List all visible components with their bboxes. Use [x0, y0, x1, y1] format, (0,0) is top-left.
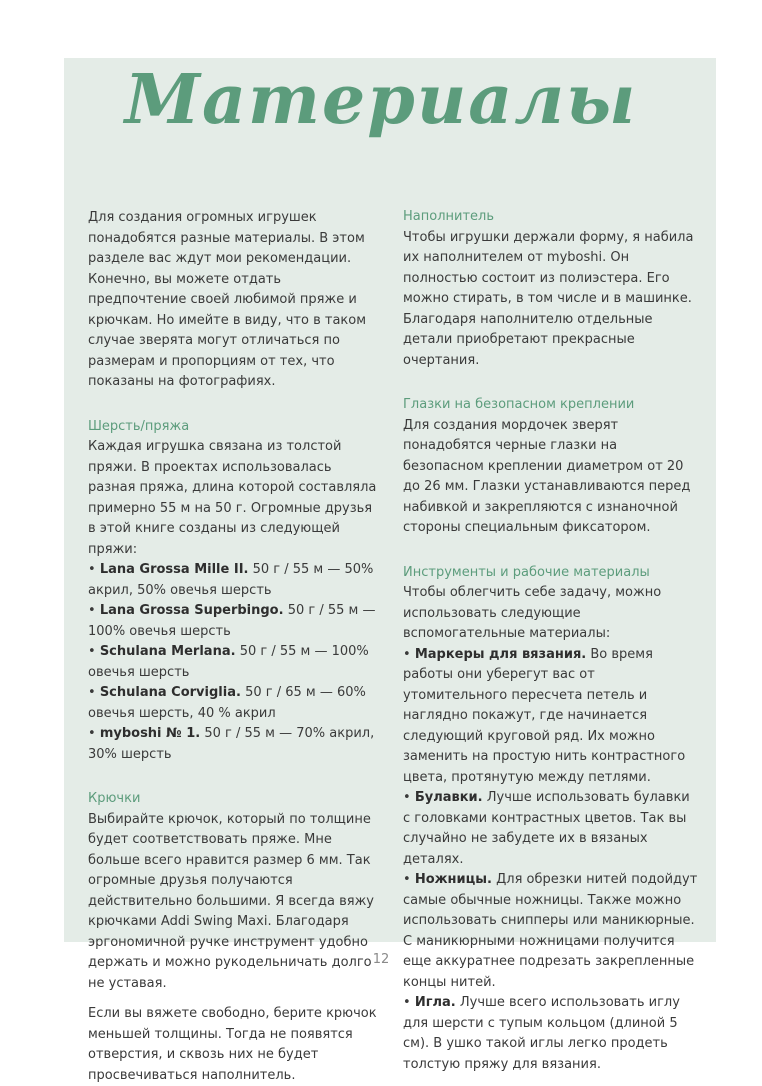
list-item: • Маркеры для вязания. Во время работы они уберегут вас от утомительного пересчета петель и наглядно покажут, где начинается следующий круговой ряд. Их можно заменить на простую нить контрастного цвета, протянутую между петлями. — [403, 646, 686, 785]
tools-text: Чтобы облегчить себе задачу, можно использовать следующие вспомогательные материалы: — [403, 585, 662, 641]
filler-heading: Наполнитель — [403, 209, 494, 224]
list-item: • Булавки. Лучше использовать булавки с головками контрастных цветов. Так вы случайно не забудете их в вязаных деталях. — [403, 790, 690, 867]
eyes-text: Для создания мордочек зверят понадобятся черные глазки на безопасном креплении диаметром от 20 до 26 мм. Глазки устанавливаются перед набивкой и закрепляются с изнаночной стороны специальным фиксатором. — [403, 417, 691, 535]
yarn-text: Каждая игрушка связана из толстой пряжи. В проектах использовалась разная пряжа, длина которой составляла примерно 55 м на 50 г. Огромные друзья в этой книге созданы из следующей пряжи: — [88, 439, 377, 557]
eyes-section — [403, 395, 699, 539]
item-name: Schulana Corviglia. — [99, 685, 241, 700]
item-name: Игла. — [414, 995, 456, 1010]
item-name: Маркеры для вязания. — [414, 646, 587, 662]
item-name: Ножницы. — [414, 872, 492, 887]
list-item: • Lana Grossa Mille II. 50 г / 55 м — 50% акрил, 50% овечья шерсть — [88, 562, 374, 598]
item-desc: Для обрезки нитей подойдут самые обычные ножницы. Также можно использовать снипперы или маникюрные. С маникюрными ножницами получится еще аккуратнее подрезать закрепленные концы нитей. — [403, 872, 698, 990]
page-number: 12 — [372, 952, 390, 967]
intro-paragraph: Для создания огромных игрушек понадобятся разные материалы. В этом разделе вас ждут мои рекомендации. Конечно, вы можете отдать предпочтение своей любимой пряже и крючкам. Но имейте в виду, что в таком случае зверята могут отличаться по размерам и пропорциям от тех, что показаны на фотографиях. — [88, 210, 367, 389]
item-desc: Лучше всего использовать иглу для шерсти с тупым кольцом (длиной 5 см). В ушко такой иглы легко продеть толстую пряжу для вязания. — [403, 995, 680, 1072]
item-name: myboshi № 1. — [99, 726, 201, 741]
item-desc: Лучше использовать булавки с головками контрастных цветов. Так вы случайно не забудете их в вязаных деталях. — [403, 790, 690, 867]
tools-section — [403, 563, 699, 1076]
yarn-heading: Шерсть/пряжа — [88, 418, 190, 434]
list-item: • Schulana Corviglia. 50 г / 65 м — 60% овечья шерсть, 40 % акрил — [88, 685, 366, 721]
list-item: • Игла. Лучше всего использовать иглу для шерсти с тупым кольцом (длиной 5 см). В ушко такой иглы легко продеть толстую пряжу для вязания. — [403, 995, 680, 1072]
item-desc: 50 г / 55 м — 100% овечья шерсть — [88, 644, 369, 680]
item-name: Булавки. — [414, 790, 483, 805]
item-desc: 50 г / 55 м — 100% овечья шерсть — [88, 603, 376, 639]
hooks-paragraph-2: Если вы вяжете свободно, берите крючок меньшей толщины. Тогда не появятся отверстия, и сквозь них не будет просвечиваться наполнитель. — [88, 1006, 377, 1083]
filler-section — [403, 207, 699, 371]
eyes-heading: Глазки на безопасном креплении — [403, 397, 635, 412]
item-desc: 50 г / 55 м — 50% акрил, 50% овечья шерсть — [88, 562, 374, 598]
filler-text: Чтобы игрушки держали форму, я набила их наполнителем от myboshi. Он полностью состоит из полиэстера. Его можно стирать, в том числе и в машинке. Благодаря наполнителю отдельные детали приобретают прекрасные очертания. — [403, 229, 694, 368]
list-item: • Lana Grossa Superbingo. 50 г / 55 м — 100% овечья шерсть — [88, 603, 376, 639]
list-item: • myboshi № 1. 50 г / 55 м — 70% акрил, 30% шерсть — [88, 726, 375, 762]
list-item: • Schulana Merlana. 50 г / 55 м — 100% овечья шерсть — [88, 644, 369, 680]
item-name: Lana Grossa Mille II. — [99, 562, 249, 577]
item-desc: Во время работы они уберегут вас от утомительного пересчета петель и наглядно покажут, где начинается следующий круговой ряд. Их можно заменить на простую нить контрастного цвета, протянутую между петлями. — [403, 646, 686, 785]
hooks-paragraph-1: Выбирайте крючок, который по толщине будет соответствовать пряже. Мне больше всего нравится размер 6 мм. Так огромные друзья получаются действительно большими. Я всегда вяжу крючками Addi Swing Maxi. Благодаря эргономичной ручке инструмент удобно держать и можно рукодельничать долго не уставая. — [88, 811, 374, 991]
item-desc: 50 г / 55 м — 70% акрил, 30% шерсть — [88, 726, 375, 762]
list-item: • Ножницы. Для обрезки нитей подойдут самые обычные ножницы. Также можно использовать снипперы или маникюрные. С маникюрными ножницами получится еще аккуратнее подрезать закрепленные концы нитей. — [403, 872, 698, 990]
item-name: Lana Grossa Superbingo. — [99, 603, 284, 618]
item-desc: 50 г / 65 м — 60% овечья шерсть, 40 % акрил — [88, 685, 366, 721]
right-column — [403, 207, 699, 1075]
item-name: Schulana Merlana. — [99, 644, 236, 659]
yarn-section — [88, 417, 382, 766]
hooks-section — [88, 789, 382, 1086]
tools-heading: Инструменты и рабочие материалы — [403, 564, 650, 580]
page-title: Материалы — [124, 60, 638, 140]
hooks-heading: Крючки — [88, 791, 141, 806]
